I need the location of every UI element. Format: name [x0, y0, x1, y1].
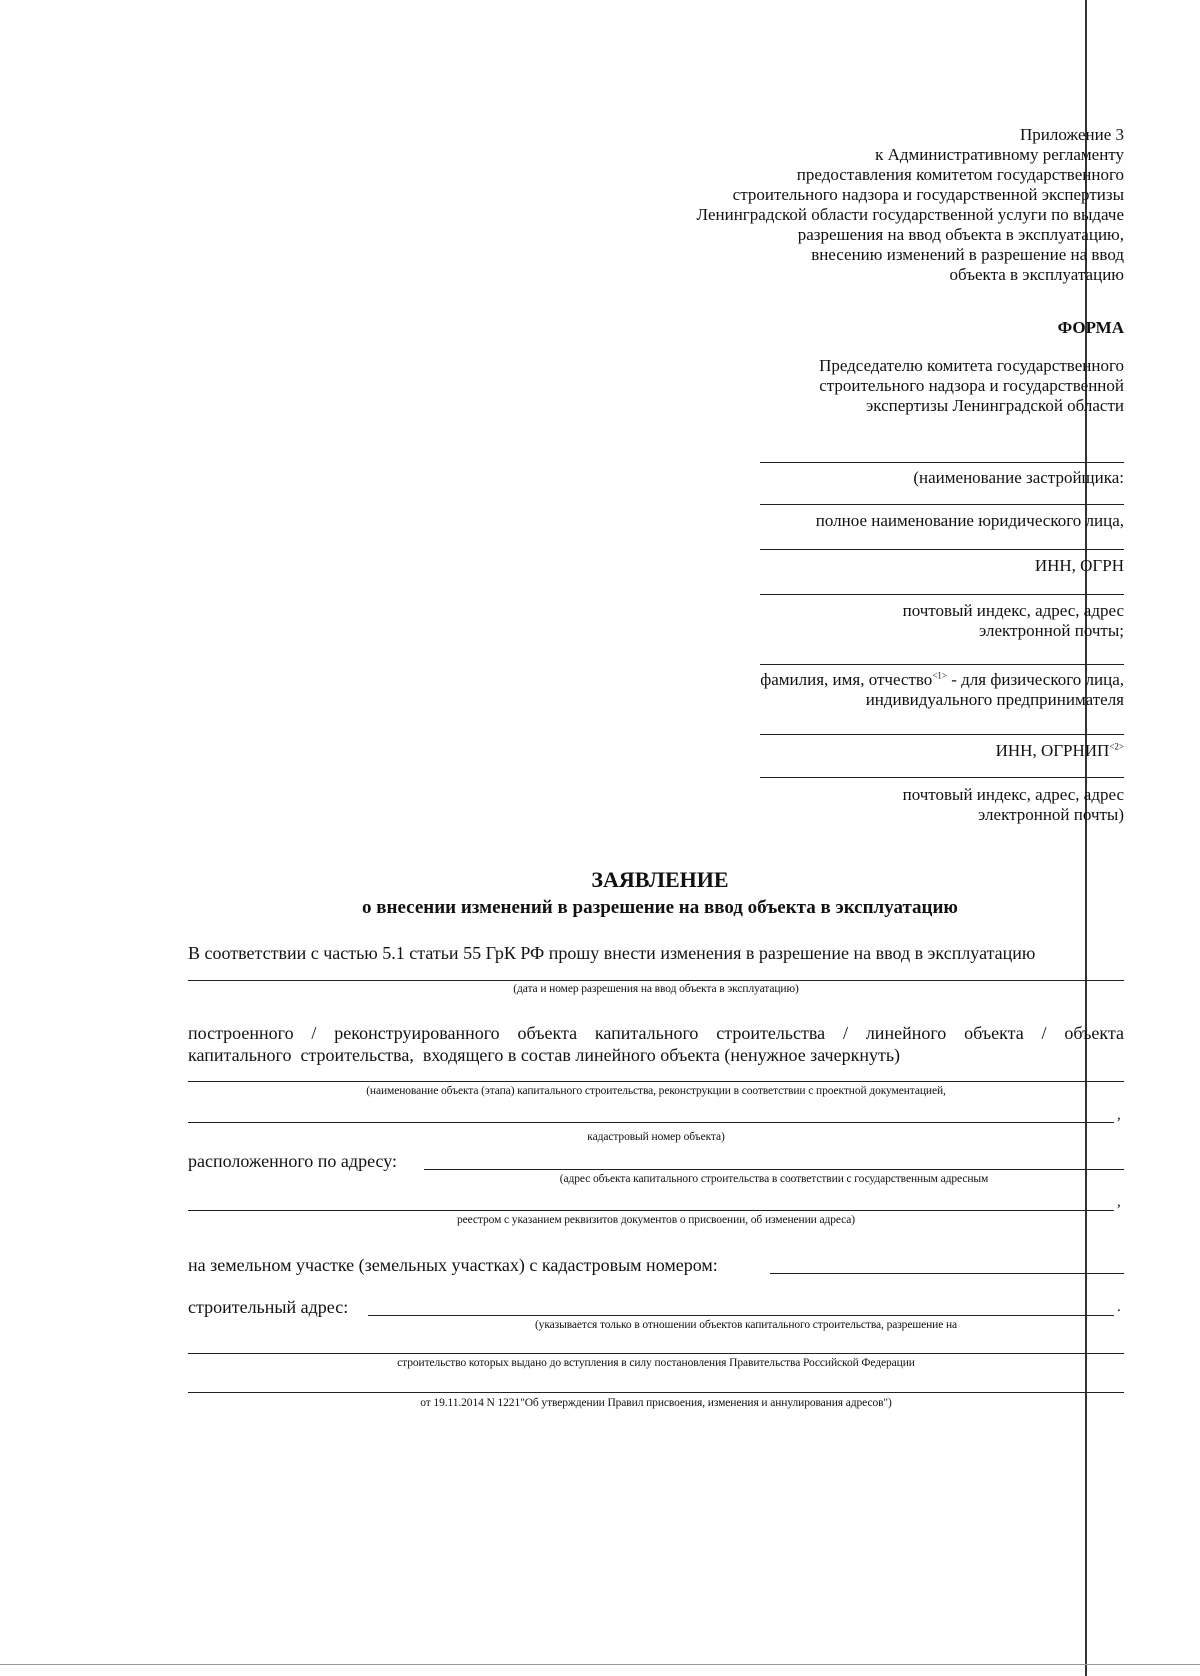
address-caption: (адрес объекта капитального строительства в соответствии с государственным адресным — [559, 1173, 989, 1185]
form-label: ФОРМА — [1057, 318, 1124, 337]
applicant-caption — [996, 741, 1124, 761]
appendix-line: к Административному регламенту — [875, 145, 1124, 164]
address-register-caption: реестром с указанием реквизитов документов о присвоении, об изменении адреса) — [456, 1214, 856, 1226]
construction-address-fill-line[interactable] — [368, 1315, 1114, 1316]
appendix-line: строительного надзора и государственной экспертизы — [732, 185, 1124, 204]
addressee-line: Председателю комитета государственного — [819, 356, 1124, 375]
applicant-caption-line: индивидуального предпринимателя — [865, 690, 1124, 709]
addressee-line: экспертизы Ленинградской области — [865, 396, 1124, 415]
appendix-line: объекта в эксплуатацию — [949, 265, 1124, 284]
body-paragraph-2 — [188, 1022, 1124, 1066]
bottom-edge-line — [0, 1664, 1200, 1665]
object-fill-line[interactable] — [188, 1081, 1124, 1082]
applicant-fill-line[interactable] — [760, 462, 1124, 463]
appendix-block — [424, 125, 1124, 285]
period-mark: . — [1117, 1299, 1121, 1315]
footnote-ref-1[interactable]: <1> — [932, 670, 947, 681]
applicant-inn-ogrnip: ИНН, ОГРНИП — [995, 741, 1110, 760]
body-paragraph-2-line: построенного / реконструированного объекта капитального строительства / линейного объекта / объекта — [188, 1023, 1124, 1043]
applicant-fill-line[interactable] — [760, 594, 1124, 595]
cadastral-caption: кадастровый номер объекта) — [587, 1131, 725, 1143]
applicant-caption — [903, 785, 1124, 825]
applicant-caption-line: почтовый индекс, адрес, адрес — [902, 601, 1124, 620]
construction-fill-line-3[interactable] — [188, 1392, 1124, 1393]
permit-caption: (дата и номер разрешения на ввод объекта в эксплуатацию) — [513, 983, 799, 995]
applicant-fill-line[interactable] — [760, 664, 1124, 665]
address-fill-line[interactable] — [424, 1169, 1124, 1170]
appendix-line: внесению изменений в разрешение на ввод — [811, 245, 1124, 264]
address-label: расположенного по адресу: — [188, 1151, 398, 1171]
appendix-line: Ленинградской области государственной услуги по выдаче — [696, 205, 1124, 224]
permit-fill-line[interactable] — [188, 980, 1124, 981]
object-fill-line-2[interactable] — [188, 1122, 1114, 1123]
applicant-fill-line[interactable] — [760, 777, 1124, 778]
appendix-line: предоставления комитетом государственного — [796, 165, 1124, 184]
footnote-ref-2[interactable]: <2> — [1109, 741, 1124, 752]
applicant-caption — [903, 601, 1124, 641]
applicant-caption: ИНН, ОГРН — [1034, 556, 1124, 575]
applicant-caption-line: электронной почты) — [978, 805, 1124, 824]
object-caption: (наименование объекта (этапа) капитального строительства, реконструкции в соответствии с проектной документацией, — [366, 1085, 946, 1097]
addressee-block — [524, 356, 1124, 416]
comma-mark: , — [1117, 1194, 1121, 1210]
applicant-fio: фамилия, имя, отчество — [760, 670, 933, 689]
document-subtitle: о внесении изменений в разрешение на ввод объекта в эксплуатацию — [362, 897, 958, 918]
applicant-caption: (наименование застройщика: — [913, 468, 1124, 487]
applicant-caption-line: электронной почты; — [978, 621, 1124, 640]
address-fill-line-2[interactable] — [188, 1210, 1114, 1211]
applicant-caption-line: почтовый индекс, адрес, адрес — [902, 785, 1124, 804]
construction-caption: (указывается только в отношении объектов капитального строительства, разрешение на — [534, 1319, 958, 1331]
applicant-fill-line[interactable] — [760, 734, 1124, 735]
applicant-fio-suffix: - для физического лица, — [946, 670, 1124, 689]
construction-address-label: строительный адрес: — [188, 1297, 349, 1317]
applicant-fill-line[interactable] — [760, 504, 1124, 505]
comma-mark: , — [1117, 1107, 1121, 1123]
applicant-caption-line — [760, 670, 1124, 690]
applicant-fill-line[interactable] — [760, 549, 1124, 550]
body-paragraph-2-line: капитального строительства, входящего в состав линейного объекта (ненужное зачеркнуть) — [188, 1045, 901, 1065]
addressee-line: строительного надзора и государственной — [819, 376, 1124, 395]
land-plot-fill-line[interactable] — [770, 1273, 1124, 1274]
construction-caption-2: строительство которых выдано до вступления в силу постановления Правительства Российской Федерации — [397, 1357, 915, 1369]
document-title: ЗАЯВЛЕНИЕ — [591, 867, 729, 892]
construction-fill-line-2[interactable] — [188, 1353, 1124, 1354]
body-paragraph-1: В соответствии с частью 5.1 статьи 55 ГрК РФ прошу внести изменения в разрешение на ввод в эксплуатацию — [188, 943, 1036, 963]
appendix-line: Приложение 3 — [1020, 125, 1124, 144]
land-plot-label: на земельном участке (земельных участках) с кадастровым номером: — [188, 1255, 718, 1275]
construction-caption-3: от 19.11.2014 N 1221"Об утверждении Правил присвоения, изменения и аннулирования адресов") — [420, 1397, 892, 1409]
applicant-caption — [760, 670, 1124, 710]
applicant-caption: полное наименование юридического лица, — [815, 511, 1124, 530]
appendix-line: разрешения на ввод объекта в эксплуатацию, — [797, 225, 1124, 244]
